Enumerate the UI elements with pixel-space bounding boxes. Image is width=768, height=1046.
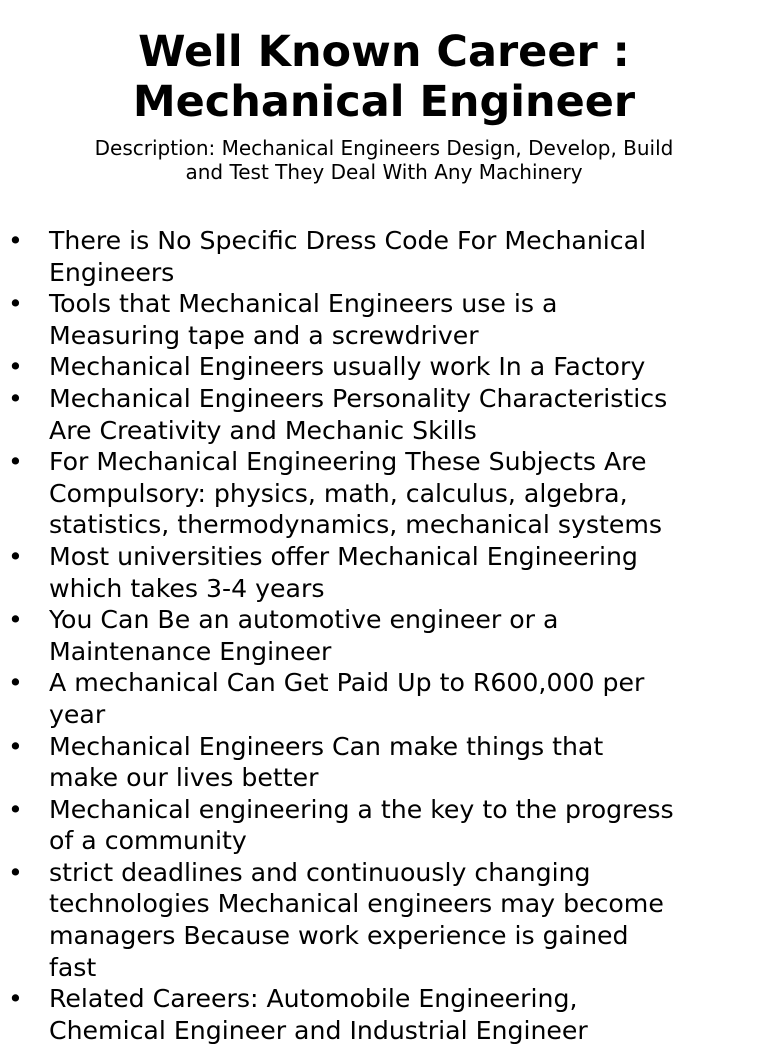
title-line-2: Mechanical Engineer: [132, 77, 636, 127]
bullet-text-line: statistics, thermodynamics, mechanical systems: [49, 510, 662, 540]
bullet-text-line: technologies Mechanical engineers may become: [49, 889, 664, 919]
bullet-item: [0, 288, 768, 351]
title-line-1: Well Known Career :: [138, 27, 630, 77]
description: [0, 137, 768, 184]
description-line-1: Description: Mechanical Engineers Design, Develop, Build: [94, 136, 674, 160]
bullet-text-line: Measuring tape and a screwdriver: [49, 320, 479, 350]
bullet-text-line: A mechanical Can Get Paid Up to R600,000 per: [49, 668, 645, 698]
bullet-item: [0, 446, 768, 541]
bullet-text-line: You Can Be an automotive engineer or a: [49, 605, 559, 635]
bullet-dot-icon: •: [8, 731, 23, 761]
bullet-text-line: Maintenance Engineer: [49, 636, 332, 666]
bullet-item: [0, 731, 768, 794]
slide-title: [0, 27, 768, 127]
bullet-dot-icon: •: [8, 541, 23, 571]
bullet-text-line: Most universities offer Mechanical Engineering: [49, 541, 638, 571]
bullet-item: [0, 604, 768, 667]
bullet-dot-icon: •: [8, 668, 23, 698]
bullet-dot-icon: •: [8, 794, 23, 824]
bullet-item: [0, 794, 768, 857]
bullet-dot-icon: •: [8, 605, 23, 635]
bullet-dot-icon: •: [8, 857, 23, 887]
bullet-item: [0, 857, 768, 983]
bullet-list: [0, 225, 768, 1046]
description-line-2: and Test They Deal With Any Machinery: [185, 159, 583, 184]
bullet-text-line: managers Because work experience is gained: [49, 921, 629, 951]
bullet-dot-icon: •: [8, 289, 23, 319]
bullet-dot-icon: •: [8, 383, 23, 413]
bullet-text-line: Related Careers: Automobile Engineering,: [49, 984, 578, 1014]
bullet-text-line: Mechanical Engineers Personality Characteristics: [49, 383, 668, 413]
bullet-item: [0, 225, 768, 288]
bullet-text-line: Compulsory: physics, math, calculus, algebra,: [49, 478, 628, 508]
bullet-text-line: Mechanical Engineers usually work In a Factory: [49, 352, 646, 382]
bullet-text-line: fast: [49, 952, 97, 982]
bullet-text-line: For Mechanical Engineering These Subjects Are: [49, 447, 647, 477]
bullet-text-line: of a community: [49, 826, 247, 856]
bullet-dot-icon: •: [8, 984, 23, 1014]
bullet-dot-icon: •: [8, 352, 23, 382]
bullet-item: [0, 383, 768, 446]
bullet-item: [0, 983, 768, 1046]
bullet-text-line: Mechanical Engineers Can make things that: [49, 731, 604, 761]
bullet-text-line: Tools that Mechanical Engineers use is a: [49, 289, 558, 319]
bullet-item: [0, 351, 768, 383]
bullet-text-line: There is No Specific Dress Code For Mechanical: [49, 226, 647, 255]
bullet-dot-icon: •: [8, 226, 23, 255]
bullet-text-line: Engineers: [49, 257, 175, 287]
bullet-text-line: strict deadlines and continuously changing: [49, 857, 591, 887]
bullet-dot-icon: •: [8, 447, 23, 477]
bullet-text-line: year: [49, 699, 106, 729]
bullet-item: [0, 667, 768, 730]
bullet-item: [0, 541, 768, 604]
bullet-text-line: Chemical Engineer and Industrial Engineer: [49, 1015, 588, 1045]
bullet-text-line: Are Creativity and Mechanic Skills: [49, 415, 477, 445]
bullet-text-line: which takes 3-4 years: [49, 573, 325, 603]
bullet-text-line: Mechanical engineering a the key to the progress: [49, 794, 674, 824]
bullet-text-line: make our lives better: [49, 763, 319, 793]
